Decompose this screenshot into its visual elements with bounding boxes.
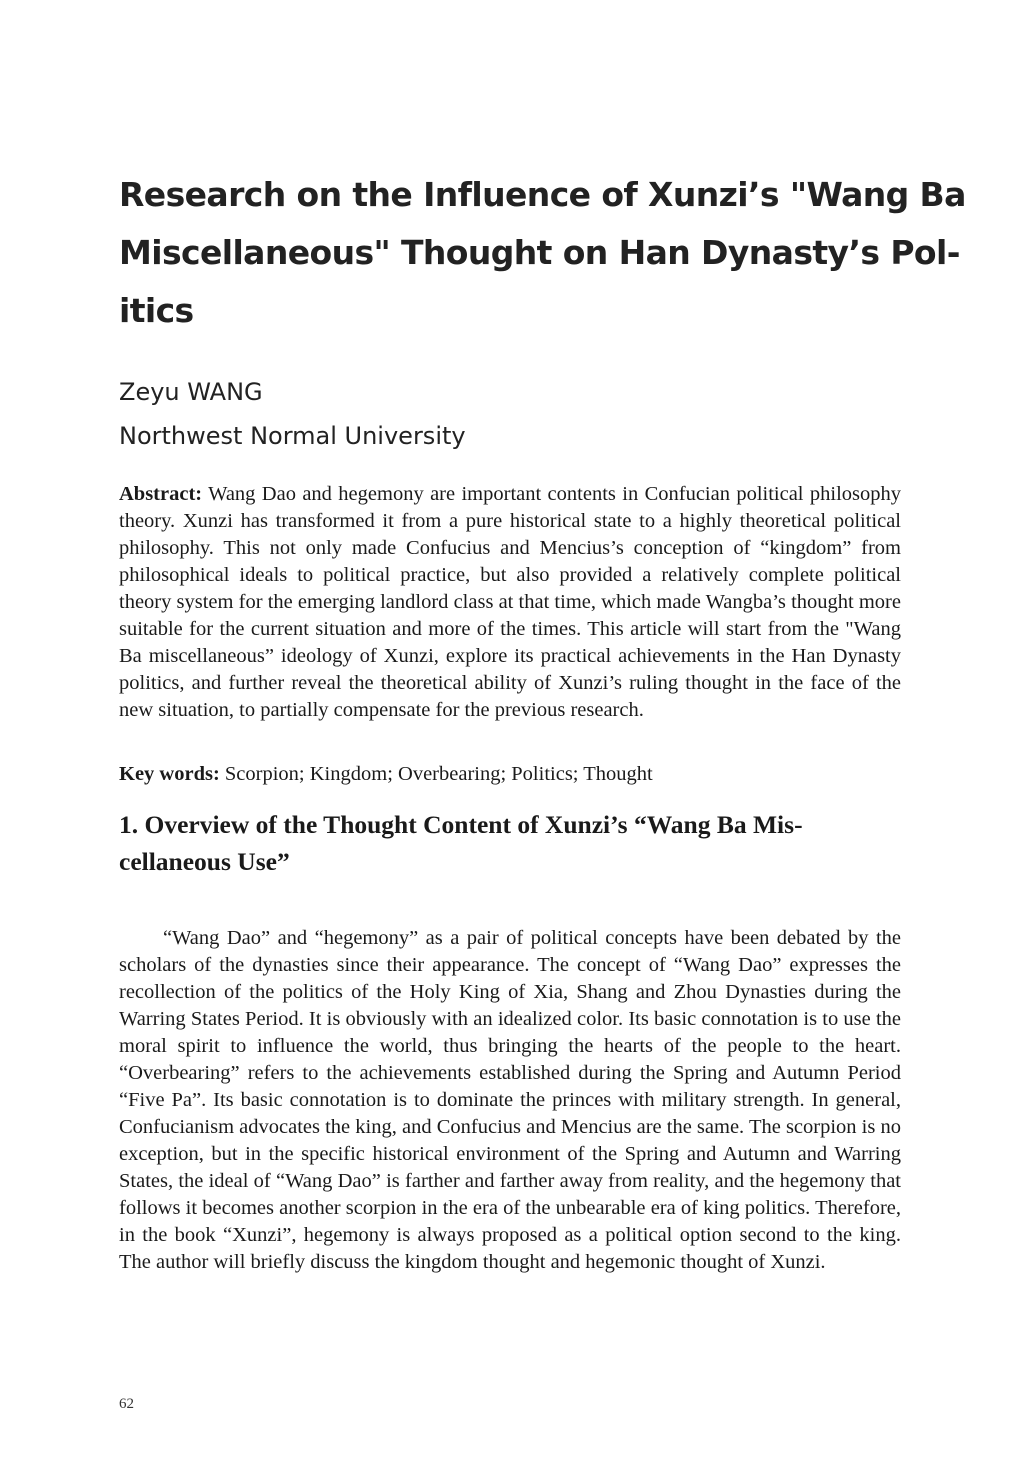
paper-title-line-1: Research on the Influence of Xunzi’s "Wang Ba [119, 175, 966, 214]
keywords [119, 761, 901, 788]
section-1-heading-line-2: cellaneous Use” [119, 847, 290, 876]
paper-title-line-3: itics [119, 291, 194, 330]
section-1-paragraph: “Wang Dao” and “hegemony” as a pair of political concepts have been debated by the scholars of the dynasties since their appearance. The concept of “Wang Dao” expresses the recollection of the politics of the Holy King of Xia, Shang and Zhou Dynasties during the Warring States Period. It is obviously with an idealized color. Its basic connotation is to use the moral spirit to influence the world, thus bringing the hearts of the people to the heart. “Overbearing” refers to the achievements established during the Spring and Autumn Period “Five Pa”. Its basic connotation is to dominate the princes with military strength. In general, Confucianism advocates the king, and Confucius and Mencius are the same. The scorpion is no exception, but in the specific historical environment of the Spring and Autumn and Warring States, the ideal of “Wang Dao” is farther and farther away from reality, and the hegemony that follows it becomes another scorpion in the era of the unbearable era of king politics. Therefore, in the book “Xunzi”, hegemony is always proposed as a political option second to the king. The author will briefly discuss the kingdom thought and hegemonic thought of Xunzi. [119, 927, 901, 1273]
abstract-text: Wang Dao and hegemony are important contents in Confucian political philosophy theory. Xunzi has transformed it from a pure historical state to a highly theoretical political philosophy. This not only made Confucius and Mencius’s conception of “kingdom” from philosophical ideals to political practice, but also provided a relatively complete political theory system for the emerging landlord class at that time, which made Wangba’s thought more suitable for the current situation and more of the times. This article will start from the "Wang Ba miscellaneous” ideology of Xunzi, explore its practical achievements in the Han Dynasty politics, and further reveal the theoretical ability of Xunzi’s ruling thought in the face of the new situation, to partially compensate for the previous research. [119, 483, 901, 721]
page-number: 62 [119, 1396, 134, 1412]
abstract-label: Abstract: [119, 483, 203, 505]
paper-title [119, 166, 966, 340]
paper-title-line-2: Miscellaneous" Thought on Han Dynasty’s Pol- [119, 233, 960, 272]
author-block [119, 370, 466, 458]
abstract [119, 481, 901, 724]
author-affiliation: Northwest Normal University [119, 422, 466, 450]
section-1-heading-line-1: 1. Overview of the Thought Content of Xunzi’s “Wang Ba Mis- [119, 810, 803, 839]
keywords-text: Scorpion; Kingdom; Overbearing; Politics; Thought [219, 763, 653, 785]
section-1-heading [119, 806, 909, 880]
author-name: Zeyu WANG [119, 378, 263, 406]
keywords-label: Key words: [119, 763, 220, 785]
